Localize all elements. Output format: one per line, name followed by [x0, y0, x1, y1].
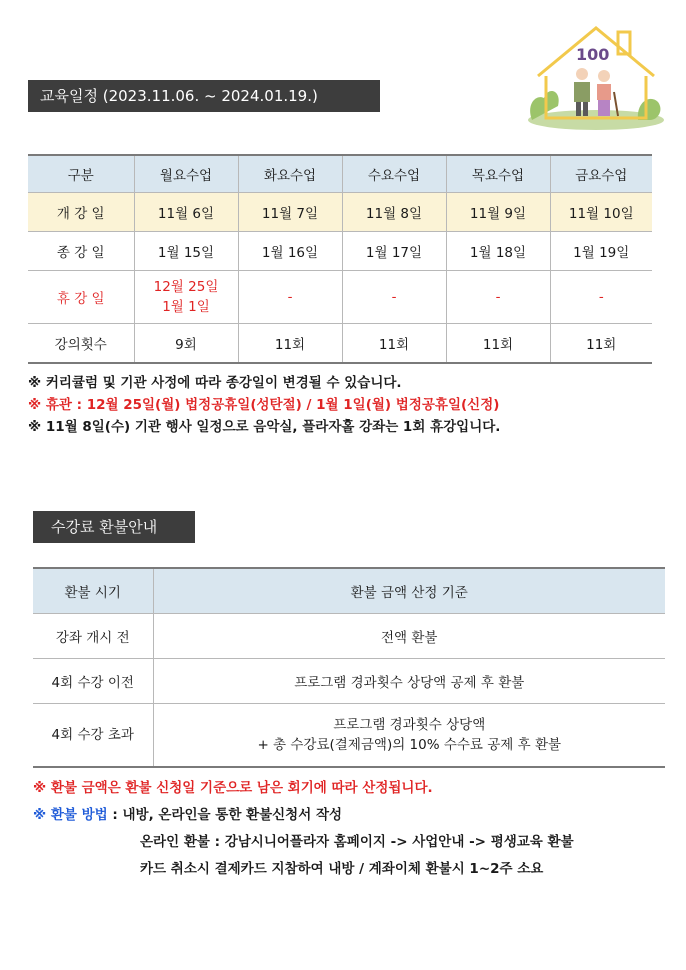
refund-rule-line-2: + 총 수강료(결제금액)의 10% 수수료 공제 후 환불	[257, 737, 562, 753]
refund-rule-line-1: 프로그램 경과횟수 상당액	[333, 717, 486, 733]
row-holiday	[28, 271, 652, 324]
table-cell: 11회	[446, 324, 550, 364]
refund-note: ※ 환불 금액은 환불 신청일 기준으로 남은 회기에 따라 산정됩니다.	[33, 780, 433, 796]
col-header-monday: 월요수업	[134, 155, 238, 193]
col-header-tuesday: 화요수업	[238, 155, 342, 193]
col-header-friday: 금요수업	[550, 155, 652, 193]
table-row	[33, 704, 665, 768]
refund-when: 4회 수강 이전	[33, 659, 153, 704]
table-cell: -	[446, 271, 550, 324]
table-cell	[134, 271, 238, 324]
holiday-date-1: 12월 25일	[153, 279, 219, 295]
refund-header-row	[33, 568, 665, 614]
refund-method-text: : 내방, 온라인을 통한 환불신청서 작성	[107, 807, 343, 823]
table-cell: 1월 17일	[342, 232, 446, 271]
table-cell: 1월 16일	[238, 232, 342, 271]
table-row	[33, 659, 665, 704]
refund-rule: 프로그램 경과횟수 상당액 공제 후 환불	[153, 659, 665, 704]
row-course-end	[28, 232, 652, 271]
table-cell: 11회	[342, 324, 446, 364]
table-row	[33, 614, 665, 659]
refund-when: 강좌 개시 전	[33, 614, 153, 659]
row-label: 강의횟수	[28, 324, 134, 364]
schedule-note-1: ※ 커리큘럼 및 기관 사정에 따라 종강일이 변경될 수 있습니다.	[28, 375, 402, 391]
col-header-wednesday: 수요수업	[342, 155, 446, 193]
table-cell: 1월 18일	[446, 232, 550, 271]
table-cell: 11회	[238, 324, 342, 364]
illustration-sign: 100	[576, 45, 610, 64]
schedule-table	[28, 154, 652, 364]
table-cell: 11월 6일	[134, 193, 238, 232]
row-label: 휴 강 일	[28, 271, 134, 324]
col-header-category: 구분	[28, 155, 134, 193]
schedule-header-row	[28, 155, 652, 193]
refund-method	[33, 803, 342, 823]
table-cell: 9회	[134, 324, 238, 364]
refund-section-header: 수강료 환불안내	[33, 511, 195, 543]
refund-table	[33, 567, 665, 768]
table-cell: 11월 7일	[238, 193, 342, 232]
schedule-section-header: 교육일정 (2023.11.06. ~ 2024.01.19.)	[28, 80, 380, 112]
row-label: 종 강 일	[28, 232, 134, 271]
senior-couple-house-illustration	[518, 14, 668, 130]
table-cell: 11월 9일	[446, 193, 550, 232]
col-header-refund-time: 환불 시기	[33, 568, 153, 614]
refund-rule	[153, 704, 665, 768]
row-label: 개 강 일	[28, 193, 134, 232]
table-cell: 11회	[550, 324, 652, 364]
col-header-thursday: 목요수업	[446, 155, 550, 193]
schedule-note-2: ※ 휴관 : 12월 25일(월) 법정공휴일(성탄절) / 1월 1일(월) 법정공휴일(신정)	[28, 397, 500, 413]
row-course-start	[28, 193, 652, 232]
row-session-count	[28, 324, 652, 364]
table-cell: 1월 15일	[134, 232, 238, 271]
refund-rule: 전액 환불	[153, 614, 665, 659]
table-cell: -	[550, 271, 652, 324]
refund-method-label: ※ 환불 방법	[33, 807, 108, 823]
col-header-refund-rule: 환불 금액 산정 기준	[153, 568, 665, 614]
table-cell: 11월 8일	[342, 193, 446, 232]
table-cell: 11월 10일	[550, 193, 652, 232]
table-cell: -	[342, 271, 446, 324]
schedule-note-3: ※ 11월 8일(수) 기관 행사 일정으로 음악실, 플라자홀 강좌는 1회 휴강입니다.	[28, 419, 501, 435]
holiday-date-2: 1월 1일	[162, 299, 210, 315]
refund-method-online: 온라인 환불 : 강남시니어플라자 홈페이지 -> 사업안내 -> 평생교육 환불	[140, 834, 574, 850]
table-cell: 1월 19일	[550, 232, 652, 271]
refund-method-card: 카드 취소시 결제카드 지참하여 내방 / 계좌이체 환불시 1~2주 소요	[140, 861, 544, 877]
refund-when: 4회 수강 초과	[33, 704, 153, 768]
table-cell: -	[238, 271, 342, 324]
